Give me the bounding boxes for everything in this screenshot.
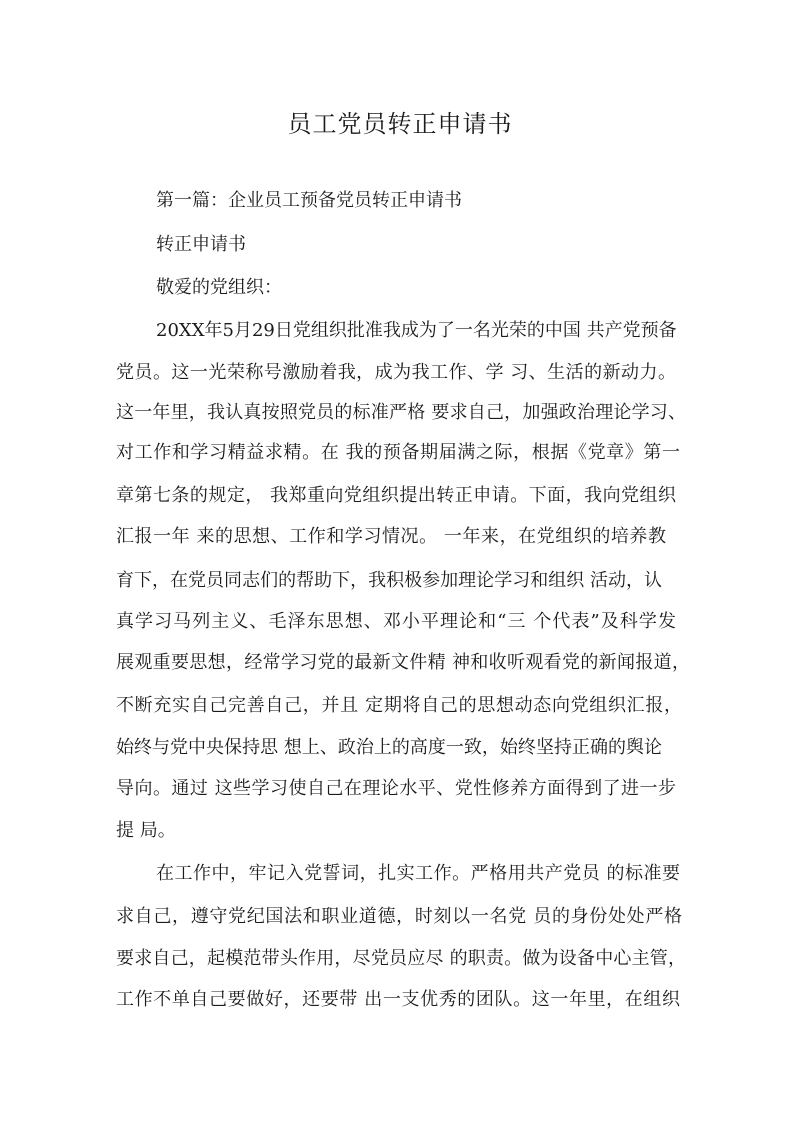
paragraph-line: 这一年里，我认真按照党员的标准严格 要求自己，加强政治理论学习、 — [116, 402, 686, 423]
salutation: 敬爱的党组织： — [156, 277, 282, 298]
paragraph-line: 党员。这一光荣称号激励着我，成为我工作、学 习、生活的新动力。 — [116, 362, 676, 383]
paragraph-line: 在工作中，牢记入党誓词，扎实工作。严格用共产党员 的标准要 — [156, 863, 680, 884]
paragraph-line: 始终与党中央保持思 想上、政治上的高度一致，始终坚持正确的舆论 — [116, 737, 662, 758]
paragraph-line: 不断充实自己完善自己，并且 定期将自己的思想动态向党组织汇报， — [116, 695, 682, 716]
paragraph-line: 真学习马列主义、毛泽东思想、邓小平理论和“三 个代表”及科学发 — [116, 611, 676, 632]
paragraph-line: 展观重要思想，经常学习党的最新文件精 神和收听观看党的新闻报道， — [116, 652, 690, 673]
paragraph-line: 章第七条的规定， 我郑重向党组织提出转正申请。下面，我向党组织 — [116, 485, 676, 506]
paragraph-line: 求自己，遵守党纪国法和职业道德，时刻以一名党 员的身份处处严格 — [116, 906, 682, 927]
paragraph-line: 提 局。 — [116, 820, 176, 841]
paragraph-line: 育下，在党员同志们的帮助下，我积极参加理论学习和组织 活动，认 — [116, 570, 662, 591]
paragraph-line: 20XX年5月29日党组织批准我成为了一名光荣的中国 共产党预备 — [156, 320, 677, 341]
application-heading: 转正申请书 — [156, 234, 246, 255]
paragraph-line: 导向。通过 这些学习使自己在理论水平、党性修养方面得到了进一步 — [116, 778, 676, 799]
paragraph-line: 要求自己，起模范带头作用，尽党员应尽 的职责。做为设备中心主管， — [116, 948, 686, 969]
paragraph-line: 汇报一年 来的思想、工作和学习情况。 一年来，在党组织的培养教 — [116, 526, 666, 547]
document-title: 员工党员转正申请书 — [287, 110, 513, 138]
paragraph-line: 工作不单自己要做好，还要带 出一支优秀的团队。这一年里，在组织 — [116, 989, 680, 1010]
paragraph-line: 对工作和学习精益求精。在 我的预备期届满之际，根据《党章》第一 — [116, 442, 680, 463]
section-heading: 第一篇：企业员工预备党员转正申请书 — [156, 190, 462, 211]
